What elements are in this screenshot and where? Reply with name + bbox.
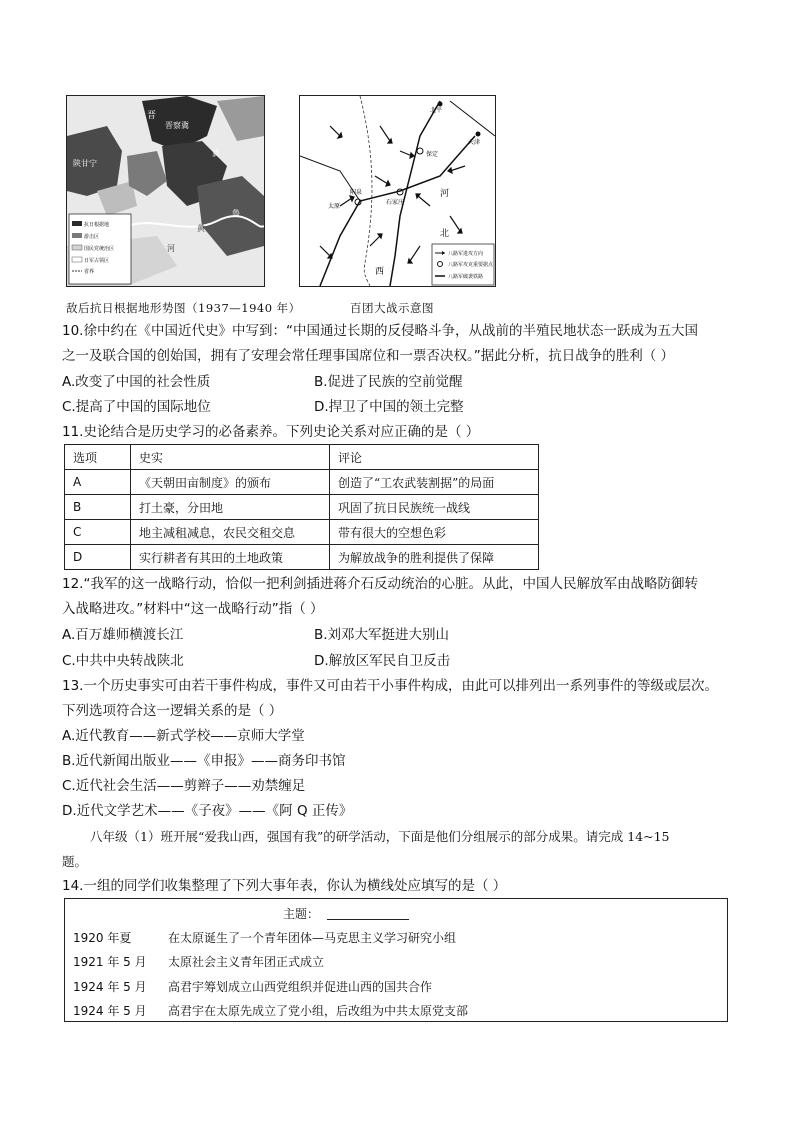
table-cell: C [65,520,131,545]
table-cell: 打土豪，分田地 [131,495,330,520]
table-cell: 巩固了抗日民族统一战线 [330,495,539,520]
q13-option-b[interactable]: B.近代新闻出版业——《申报》——商务印书馆 [62,753,346,769]
q13-option-a[interactable]: A.近代教育——新式学校——京师大学堂 [62,728,305,744]
map-label: 西 [375,267,385,277]
timeline-row [73,929,456,946]
table-cell: 《天朝田亩制度》的颁布 [131,470,330,495]
left-map-caption: 敌后抗日根据地形势图（1937—1940 年） [66,301,301,315]
timeline-date: 1924 年 5 月 [73,980,147,994]
map-label: 晋察冀 [165,121,189,130]
table-cell: 带有很大的空想色彩 [330,520,539,545]
q12-option-c[interactable]: C.中共中央转战陕北 [62,653,184,669]
q14-stem: 14.一组的同学们收集整理了下列大事年表，你认为横线处应填写的是（ ） [62,878,507,894]
table-row[interactable] [65,545,539,570]
table-cell: 实行耕者有其田的土地政策 [131,545,330,570]
table-row[interactable] [65,470,539,495]
map-label: 北平 [430,107,443,114]
map-label: 河 [167,244,175,253]
q10-option-b[interactable]: B.促进了民族的空前觉醒 [314,374,463,390]
legend-item: 日军占领区 [84,258,110,264]
map-label: 保定 [426,151,439,158]
map-label: 北 [440,229,450,239]
q10-stem-line1: 10.徐中约在《中国近代史》中写到：“中国通过长期的反侵略斗争，从战前的半殖民地状态一跃成为五大国 [62,323,698,339]
timeline-event: 高君宇在太原先成立了党小组，后改组为中共太原党支部 [168,1004,469,1018]
q11-stem: 11.史论结合是历史学习的必备素养。下列史论关系对应正确的是（ ） [62,424,480,440]
hundred-regiments-map [299,95,496,287]
map-label: 天津 [468,139,481,146]
q10-option-c[interactable]: C.提高了中国的国际地位 [62,399,211,415]
timeline-row [73,978,432,995]
q12-stem-line2: 入战略进攻。”材料中“这一战略行动”指（ ） [62,601,324,617]
timeline-event: 高君宇筹划成立山西党组织并促进山西的国共合作 [168,980,433,994]
timeline-date: 1920 年夏 [73,931,132,945]
q13-stem-line2: 下列选项符合这一逻辑关系的是（ ） [62,703,283,719]
table-cell: 为解放战争的胜利提供了保障 [330,545,539,570]
theme-label: 主题： [283,907,320,921]
intro-line1: 八年级（1）班开展“爱我山西，强国有我”的研学活动，下面是他们分组展示的部分成果。请完成 14~15 [90,829,670,844]
q13-option-d[interactable]: D.近代文学艺术——《子夜》——《阿 Q 正传》 [62,803,353,819]
table-cell: D [65,545,131,570]
map-label: 石家庄 [386,199,405,206]
table-cell: 创造了“工农武装割据”的局面 [330,470,539,495]
timeline-event: 在太原诞生了一个青年团体—马克思主义学习研究小组 [168,931,457,945]
table-row[interactable] [65,520,539,545]
table-cell: B [65,495,131,520]
intro-line2: 题。 [62,854,88,869]
map-label: 黄 [197,224,205,233]
legend-item: 八路军攻克重要据点 [448,262,494,268]
map-label: 鲁 [232,209,240,218]
timeline-date: 1921 年 5 月 [73,955,147,969]
q10-stem-line2: 之一及联合国的创始国，拥有了安理会常任理事国席位和一票否决权。”据此分析，抗日战争的胜利（ ） [62,348,675,364]
map-label: 冀 [212,149,220,158]
legend-item: 国民党统治区 [84,246,115,252]
q12-option-d[interactable]: D.解放区军民自卫反击 [314,653,451,669]
q13-option-c[interactable]: C.近代社会生活——剪辫子——劝禁缠足 [62,778,306,794]
timeline-row [73,1002,468,1019]
timeline-event: 太原社会主义青年团正式成立 [168,955,325,969]
table-cell: 地主减租减息，农民交租交息 [131,520,330,545]
q13-stem-line1: 13.一个历史事实可由若干事件构成，事件又可由若干小事件构成，由此可以排列出一系列事件的等级或层次。 [62,678,718,694]
theme-blank[interactable] [327,919,409,920]
table-header: 评论 [330,445,539,470]
table-header: 史实 [131,445,330,470]
q12-stem-line1: 12.“我军的这一战略行动，恰似一把利剑插进蒋介石反动统治的心脏。从此，中国人民解放军由战略防御转 [62,576,698,592]
map-label: 河 [440,189,450,199]
timeline-date: 1924 年 5 月 [73,1004,147,1018]
map-label: 太原 [328,203,341,210]
q10-option-a[interactable]: A.改变了中国的社会性质 [62,374,211,390]
timeline-row [73,953,324,970]
map-label: 晋 [147,111,157,121]
table-header-row [65,445,539,470]
base-area-map [66,95,265,287]
map-label: 陕甘宁 [73,159,97,168]
legend-item: 八路军破袭铁路 [448,274,484,280]
table-cell: A [65,470,131,495]
legend-item: 省界 [84,269,95,275]
legend-item: 八路军进攻方向 [448,251,484,257]
legend-item: 抗日根据地 [84,222,110,228]
q11-table [64,444,539,570]
map-label: 阳泉 [350,189,363,196]
legend-item: 游击区 [84,234,100,240]
table-header: 选项 [65,445,131,470]
table-row[interactable] [65,495,539,520]
q10-option-d[interactable]: D.捍卫了中国的领土完整 [314,399,464,415]
q14-timeline-box [64,898,728,1022]
q12-option-a[interactable]: A.百万雄师横渡长江 [62,627,184,643]
q12-option-b[interactable]: B.刘邓大军挺进大别山 [314,627,450,643]
right-map-caption: 百团大战示意图 [350,301,434,315]
